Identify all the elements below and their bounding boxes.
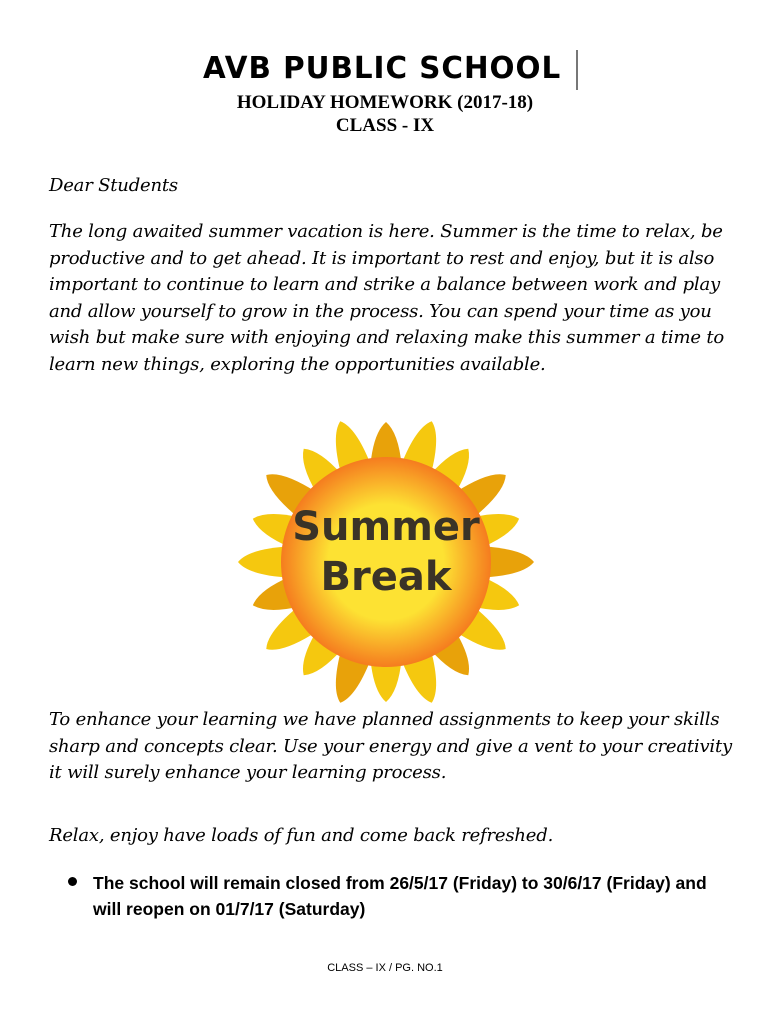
salutation: Dear Students — [49, 175, 178, 196]
sun-illustration — [236, 412, 536, 712]
document-title: HOLIDAY HOMEWORK (2017-18) — [236, 92, 534, 113]
sun-text-summer: Summer — [292, 504, 480, 550]
notice-text: The school will remain closed from 26/5/17 (Friday) to 30/6/17 (Friday) and will reopen on 01/7/17 (Saturday) — [93, 873, 707, 919]
class-label: CLASS - IX — [335, 115, 435, 136]
summer-break-image — [236, 412, 536, 712]
sun-text-break: Break — [320, 554, 452, 600]
logo-text: AVB PUBLIC SCHOOL — [203, 51, 562, 86]
closing-line: Relax, enjoy have loads of fun and come back refreshed. — [49, 825, 554, 846]
logo-divider — [576, 50, 578, 90]
assignments-paragraph: To enhance your learning we have planned assignments to keep your skills sharp and concepts clear. Use your energy and give a vent to your creativity it will surely enhance your learning process. — [49, 709, 732, 783]
intro-paragraph: The long awaited summer vacation is here. Summer is the time to relax, be productive and to get ahead. It is important to rest and enjoy, but it is also important to continue to learn and strike a balance between work and play and allow yourself to grow in the process. You can spend your time as you wish but make sure with enjoying and relaxing make this summer a time to learn new things, exploring the opportunities available. — [49, 221, 724, 375]
bullet-icon — [68, 877, 77, 886]
school-logo — [203, 50, 579, 88]
page-footer: CLASS – IX / PG. NO.1 — [327, 962, 443, 974]
